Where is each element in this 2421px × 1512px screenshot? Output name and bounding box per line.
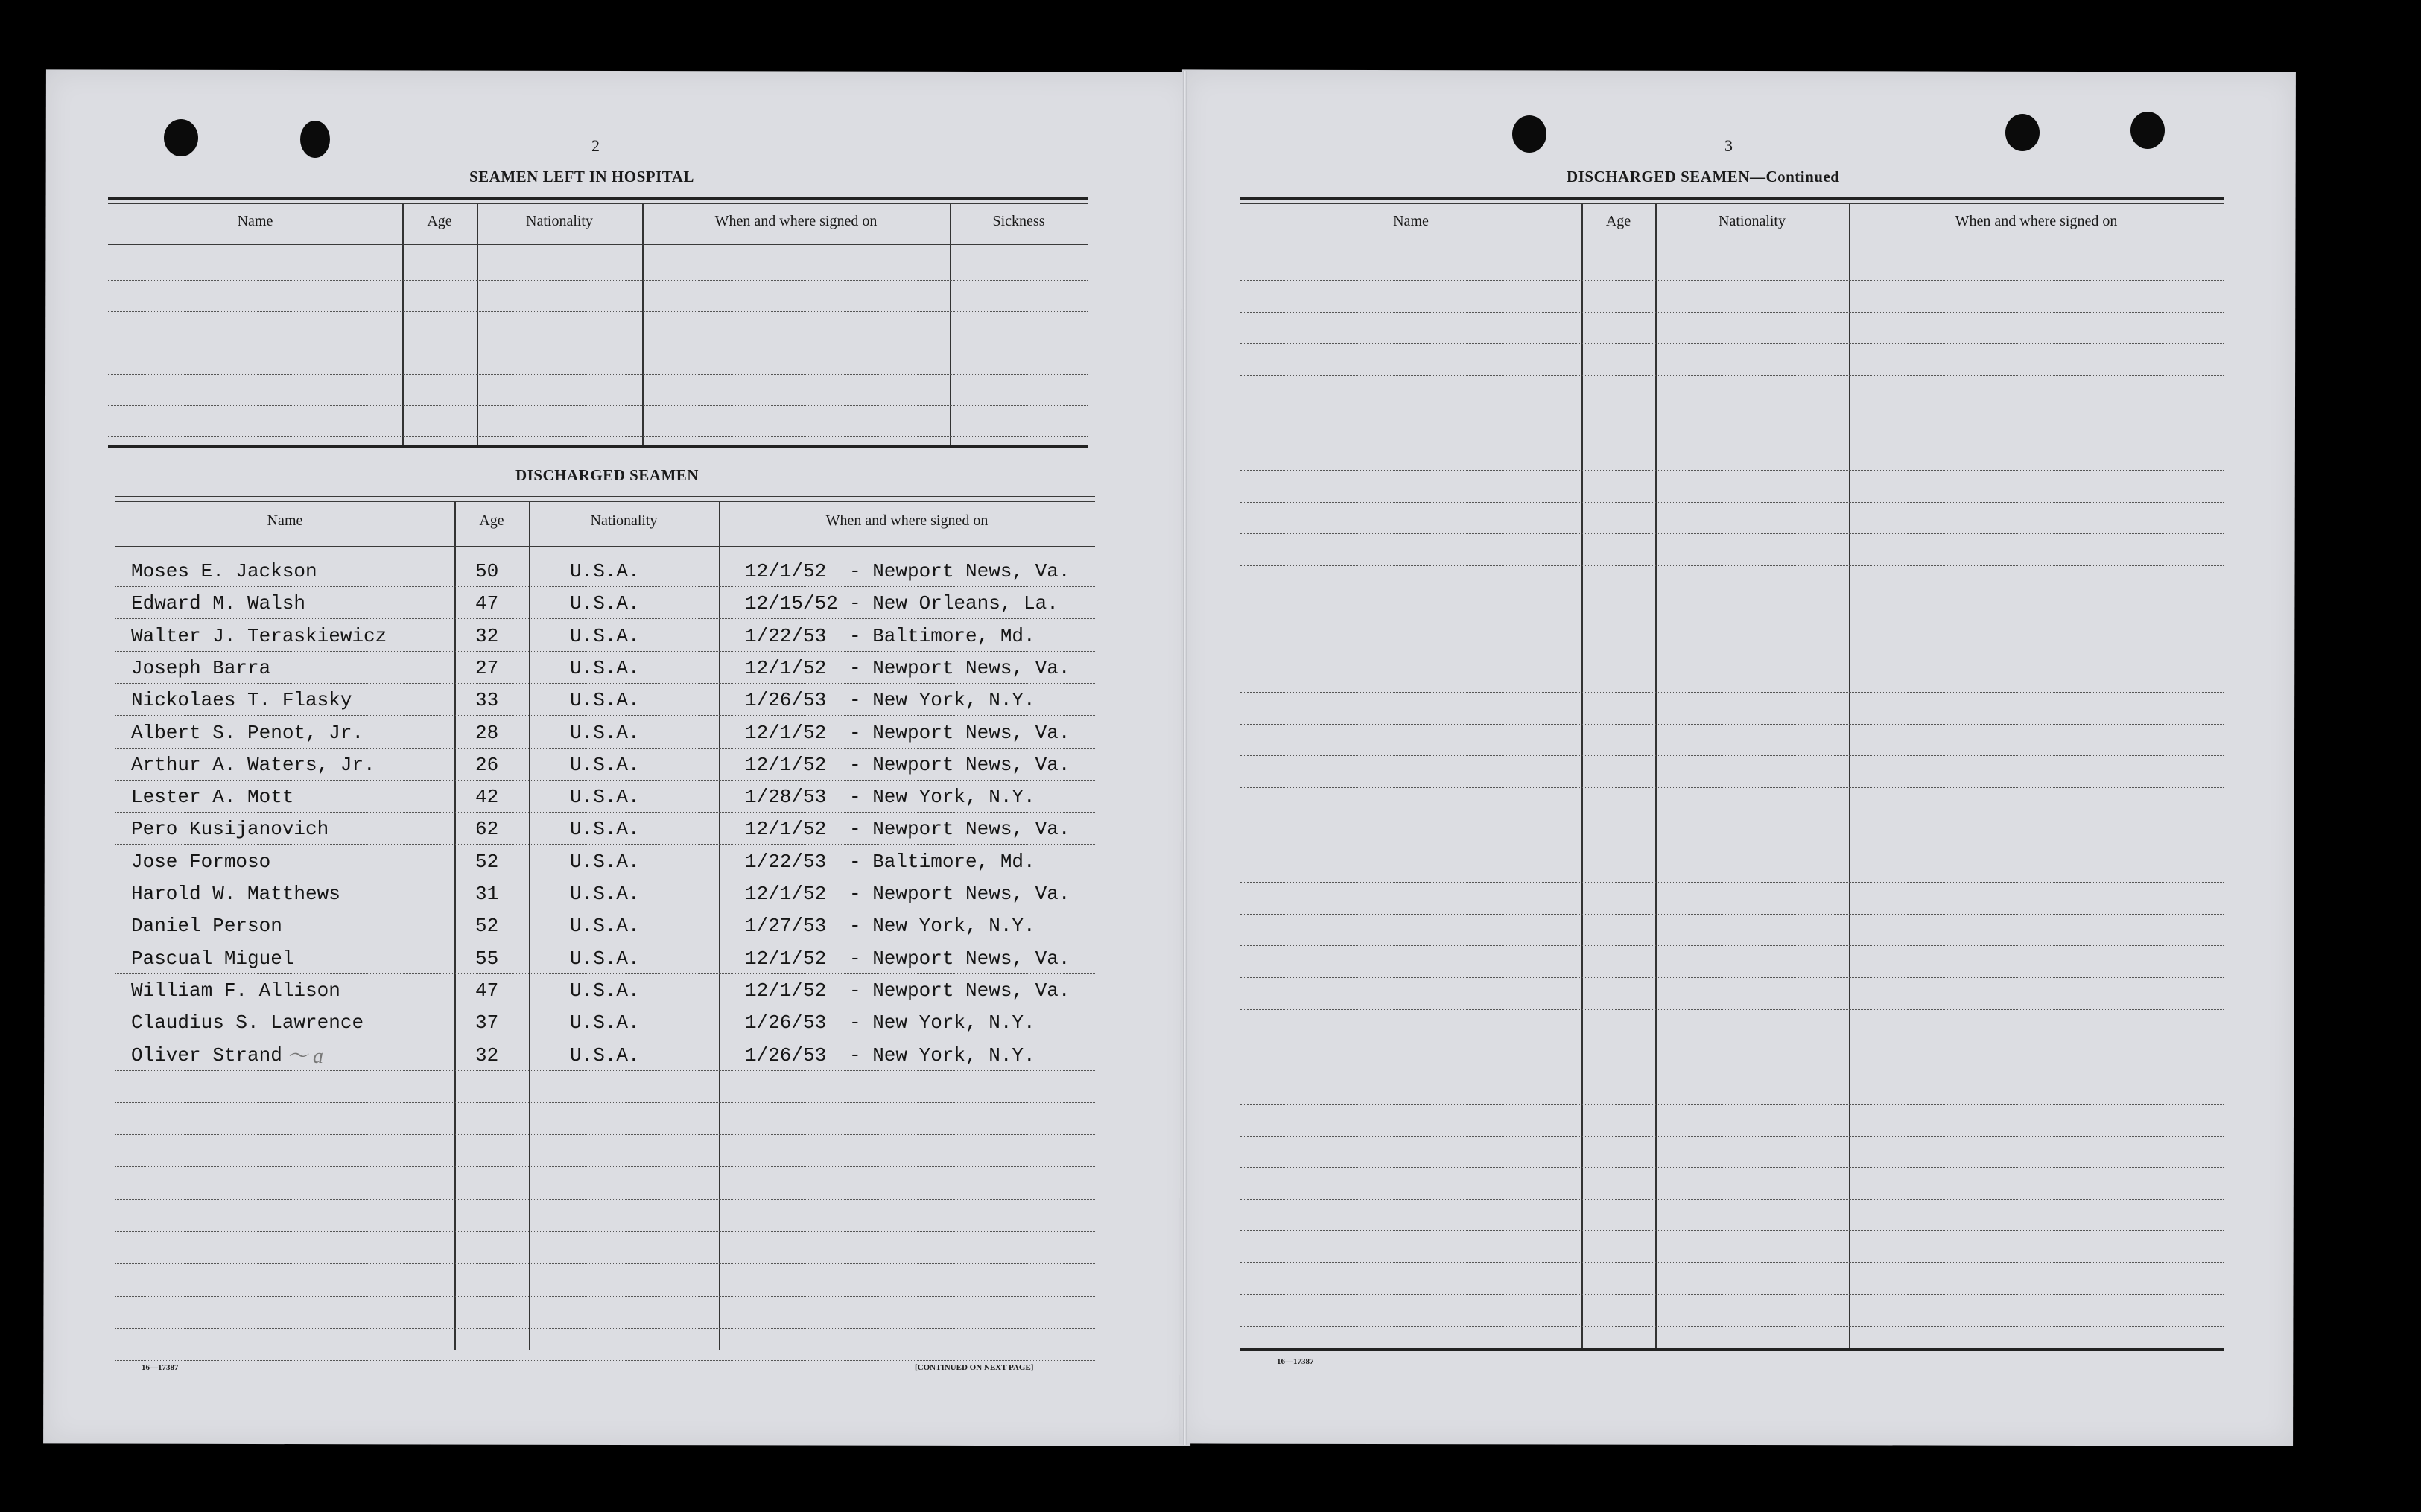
- column-divider: [454, 502, 456, 1350]
- signed-on-date: 1/26/53: [745, 1044, 827, 1067]
- seaman-age: 50: [475, 560, 499, 582]
- rule-line: [108, 197, 1088, 200]
- rule-line: [115, 586, 1095, 587]
- seaman-age: 33: [475, 689, 499, 712]
- signed-on-place: - Newport News, Va.: [849, 560, 1070, 582]
- column-header: Nationality: [526, 213, 593, 229]
- signed-on-place: - New York, N.Y.: [849, 1044, 1035, 1067]
- signed-on-place: - Baltimore, Md.: [849, 850, 1035, 873]
- column-header: Nationality: [590, 512, 658, 529]
- column-header: Age: [427, 213, 452, 229]
- seaman-name: Nickolaes T. Flasky: [131, 689, 352, 712]
- rule-line: [1240, 914, 2224, 915]
- signed-on-date: 1/27/53: [745, 915, 827, 938]
- seaman-name: William F. Allison: [131, 979, 340, 1002]
- seaman-name: Lester A. Mott: [131, 786, 294, 809]
- rule-line: [1240, 280, 2224, 281]
- signed-on-place: - New York, N.Y.: [849, 689, 1035, 712]
- signed-on-date: 1/22/53: [745, 850, 827, 873]
- signed-on-date: 12/1/52: [745, 979, 827, 1002]
- seaman-nationality: U.S.A.: [570, 753, 640, 776]
- rule-line: [1240, 312, 2224, 313]
- rule-line: [1240, 502, 2224, 503]
- seaman-name: Edward M. Walsh: [131, 592, 306, 615]
- column-header: When and where signed on: [714, 213, 878, 229]
- hospital-section-title: SEAMEN LEFT IN HOSPITAL: [469, 168, 694, 185]
- column-divider: [402, 204, 404, 445]
- signed-on-date: 12/1/52: [745, 721, 827, 744]
- punch-hole: [164, 119, 198, 156]
- rule-line: [115, 1070, 1095, 1071]
- seaman-name: Oliver Strand: [131, 1044, 282, 1067]
- rule-line: [108, 405, 1088, 406]
- rule-line: [1240, 470, 2224, 471]
- right-page: [1179, 69, 2296, 1446]
- rule-line: [115, 1296, 1095, 1297]
- rule-line: [1240, 533, 2224, 534]
- rule-line: [1240, 343, 2224, 344]
- rule-line: [115, 973, 1095, 974]
- rule-line: [108, 280, 1088, 281]
- page-fold: [1183, 71, 1187, 1445]
- rule-line: [115, 651, 1095, 652]
- rule-line: [1240, 787, 2224, 788]
- rule-line: [1240, 197, 2224, 200]
- continued-section-title: DISCHARGED SEAMEN—Continued: [1567, 168, 1840, 185]
- rule-line: [115, 1231, 1095, 1232]
- seaman-name: Harold W. Matthews: [131, 883, 340, 905]
- signed-on-date: 12/15/52: [745, 592, 838, 615]
- rule-line: [115, 1134, 1095, 1135]
- rule-line: [1240, 565, 2224, 566]
- rule-line: [108, 445, 1088, 448]
- rule-line: [1240, 945, 2224, 946]
- seaman-name: Joseph Barra: [131, 656, 271, 679]
- seaman-nationality: U.S.A.: [570, 850, 640, 873]
- rule-line: [115, 1199, 1095, 1200]
- signed-on-date: 12/1/52: [745, 883, 827, 905]
- punch-hole: [300, 121, 330, 158]
- rule-line: [115, 1360, 1095, 1361]
- seaman-nationality: U.S.A.: [570, 979, 640, 1002]
- signed-on-place: - Newport News, Va.: [849, 656, 1070, 679]
- column-divider: [719, 502, 720, 1350]
- rule-line: [1240, 977, 2224, 978]
- column-header: Age: [1605, 213, 1631, 229]
- rule-line: [1240, 203, 2224, 204]
- continued-note: [CONTINUED ON NEXT PAGE]: [915, 1363, 1034, 1372]
- seaman-name: Jose Formoso: [131, 850, 271, 873]
- rule-line: [115, 1328, 1095, 1329]
- seaman-age: 27: [475, 656, 499, 679]
- rule-line: [108, 311, 1088, 312]
- seaman-nationality: U.S.A.: [570, 656, 640, 679]
- column-divider: [529, 502, 530, 1350]
- seaman-nationality: U.S.A.: [570, 592, 640, 615]
- rule-line: [1240, 1199, 2224, 1200]
- column-header: When and where signed on: [1955, 213, 2118, 229]
- rule-line: [108, 244, 1088, 245]
- seaman-nationality: U.S.A.: [570, 1044, 640, 1067]
- signed-on-place: - Newport News, Va.: [849, 883, 1070, 905]
- rule-line: [115, 844, 1095, 845]
- rule-line: [115, 501, 1095, 502]
- seaman-nationality: U.S.A.: [570, 560, 640, 582]
- seaman-nationality: U.S.A.: [570, 883, 640, 905]
- rule-line: [1240, 1294, 2224, 1295]
- column-divider: [477, 204, 478, 445]
- rule-line: [115, 683, 1095, 684]
- rule-line: [1240, 1167, 2224, 1168]
- form-code: 16—17387: [1277, 1357, 1314, 1366]
- rule-line: [1240, 1262, 2224, 1263]
- discharged-section-title: DISCHARGED SEAMEN: [515, 466, 699, 484]
- rule-line: [1240, 1230, 2224, 1231]
- seaman-age: 32: [475, 1044, 499, 1067]
- column-divider: [950, 204, 951, 445]
- handwritten-mark: 〜 a: [287, 1045, 324, 1068]
- rule-line: [115, 1102, 1095, 1103]
- seaman-age: 26: [475, 753, 499, 776]
- page-number: 2: [591, 136, 600, 155]
- column-header: Age: [479, 512, 504, 529]
- seaman-age: 42: [475, 786, 499, 809]
- signed-on-place: - Baltimore, Md.: [849, 624, 1035, 647]
- signed-on-date: 1/22/53: [745, 624, 827, 647]
- seaman-nationality: U.S.A.: [570, 947, 640, 970]
- signed-on-place: - Newport News, Va.: [849, 753, 1070, 776]
- punch-hole: [1512, 115, 1546, 153]
- seaman-age: 37: [475, 1011, 499, 1035]
- seaman-age: 28: [475, 721, 499, 744]
- column-header: Name: [267, 512, 303, 529]
- rule-line: [115, 812, 1095, 813]
- column-header: When and where signed on: [825, 512, 989, 529]
- rule-line: [108, 436, 1088, 437]
- seaman-name: Walter J. Teraskiewicz: [131, 624, 387, 647]
- seaman-name: Arthur A. Waters, Jr.: [131, 753, 375, 776]
- rule-line: [108, 374, 1088, 375]
- seaman-age: 47: [475, 592, 499, 615]
- seaman-nationality: U.S.A.: [570, 915, 640, 938]
- rule-line: [1240, 755, 2224, 756]
- seaman-age: 32: [475, 624, 499, 647]
- seaman-age: 55: [475, 947, 499, 970]
- column-header: Sickness: [992, 213, 1045, 229]
- signed-on-date: 1/26/53: [745, 1011, 827, 1035]
- signed-on-place: - New York, N.Y.: [849, 915, 1035, 938]
- rule-line: [1240, 1009, 2224, 1010]
- signed-on-place: - New York, N.Y.: [849, 786, 1035, 809]
- rule-line: [1240, 1136, 2224, 1137]
- signed-on-date: 12/1/52: [745, 947, 827, 970]
- seaman-nationality: U.S.A.: [570, 786, 640, 809]
- column-header: Name: [237, 213, 273, 229]
- signed-on-place: - Newport News, Va.: [849, 947, 1070, 970]
- signed-on-date: 12/1/52: [745, 560, 827, 582]
- rule-line: [115, 780, 1095, 781]
- punch-hole: [2005, 114, 2040, 151]
- rule-line: [115, 1263, 1095, 1264]
- rule-line: [1240, 375, 2224, 376]
- signed-on-date: 1/26/53: [745, 689, 827, 712]
- seaman-name: Pero Kusijanovich: [131, 818, 329, 841]
- signed-on-date: 12/1/52: [745, 656, 827, 679]
- seaman-name: Moses E. Jackson: [131, 560, 317, 582]
- column-divider: [642, 204, 644, 445]
- seaman-nationality: U.S.A.: [570, 818, 640, 841]
- rule-line: [1240, 1348, 2224, 1351]
- signed-on-place: - New Orleans, La.: [849, 592, 1059, 615]
- rule-line: [1240, 724, 2224, 725]
- seaman-age: 47: [475, 979, 499, 1002]
- rule-line: [1240, 1326, 2224, 1327]
- rule-line: [108, 203, 1088, 204]
- seaman-name: Claudius S. Lawrence: [131, 1011, 364, 1035]
- seaman-name: Daniel Person: [131, 915, 282, 938]
- rule-line: [1240, 882, 2224, 883]
- seaman-name: Pascual Miguel: [131, 947, 294, 970]
- seaman-nationality: U.S.A.: [570, 689, 640, 712]
- rule-line: [115, 748, 1095, 749]
- punch-hole: [2130, 112, 2165, 149]
- form-code: 16—17387: [142, 1363, 179, 1372]
- signed-on-date: 12/1/52: [745, 753, 827, 776]
- seaman-age: 62: [475, 818, 499, 841]
- page-number: 3: [1724, 136, 1733, 155]
- rule-line: [115, 546, 1095, 547]
- rule-line: [115, 1166, 1095, 1167]
- seaman-name: Albert S. Penot, Jr.: [131, 721, 364, 744]
- rule-line: [115, 496, 1095, 497]
- seaman-nationality: U.S.A.: [570, 721, 640, 744]
- signed-on-place: - Newport News, Va.: [849, 979, 1070, 1002]
- signed-on-place: - Newport News, Va.: [849, 818, 1070, 841]
- rule-line: [1240, 692, 2224, 693]
- seaman-age: 52: [475, 915, 499, 938]
- column-header: Name: [1393, 213, 1429, 229]
- rule-line: [115, 715, 1095, 716]
- rule-line: [1240, 1104, 2224, 1105]
- seaman-age: 31: [475, 883, 499, 905]
- signed-on-place: - Newport News, Va.: [849, 721, 1070, 744]
- seaman-nationality: U.S.A.: [570, 624, 640, 647]
- signed-on-place: - New York, N.Y.: [849, 1011, 1035, 1035]
- signed-on-date: 1/28/53: [745, 786, 827, 809]
- signed-on-date: 12/1/52: [745, 818, 827, 841]
- seaman-age: 52: [475, 850, 499, 873]
- seaman-nationality: U.S.A.: [570, 1011, 640, 1035]
- rule-line: [115, 618, 1095, 619]
- column-header: Nationality: [1719, 213, 1786, 229]
